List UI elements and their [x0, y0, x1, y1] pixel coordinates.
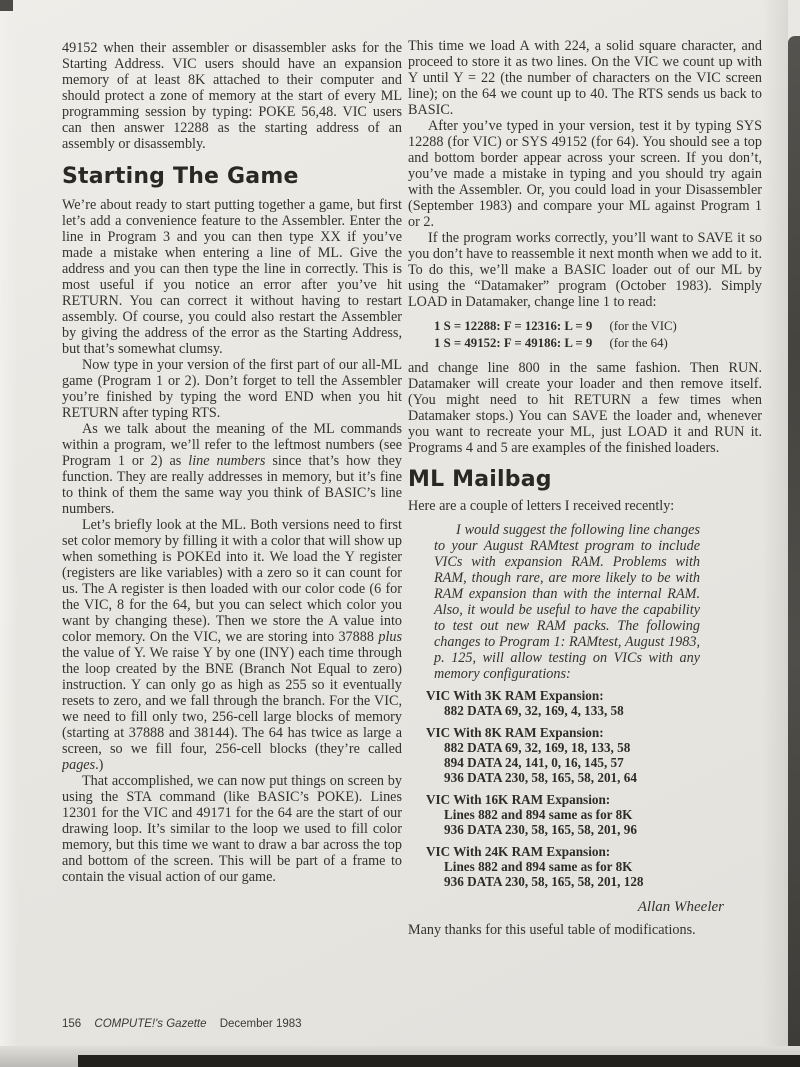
- letter-signature: Allan Wheeler: [637, 899, 724, 915]
- loader-code-64: 1 S = 49152: F = 49186: L = 9: [434, 336, 593, 350]
- loader-line-vic: [434, 318, 762, 335]
- paragraph-ml-part2: the value of Y. We raise Y by one (INY) each time through the loop created by the BNE (Branch Not Equal to zero) instruction. Y can only go as high as 255 so it eventually resets to zero, and we fall through the branch. For the VIC, we need to fill only two, 256-cell large blocks of memory (starting at 37888 and 38144). The 64 has twice as large a screen, so we fill four, 256-cell blocks (they’re called: [62, 645, 402, 757]
- italic-line-numbers: line numbers: [188, 453, 266, 469]
- ram-group-16k-title: VIC With 16K RAM Expansion:: [426, 792, 611, 807]
- scan-right-crease-shadow: [762, 0, 788, 1067]
- ram-group-16k-line: Lines 882 and 894 same as for 8K: [444, 807, 633, 822]
- ram-group-16k-line: 936 DATA 230, 58, 165, 58, 201, 96: [444, 822, 637, 837]
- italic-pages: pages: [62, 757, 96, 773]
- left-column: [62, 40, 402, 1020]
- page-number: 156: [62, 1018, 82, 1030]
- section-heading-starting-the-game: Starting The Game: [62, 164, 299, 189]
- ram-group-3k-line: 882 DATA 69, 32, 169, 4, 133, 58: [444, 703, 624, 718]
- paragraph-sta-command: That accomplished, we can now put things on screen by using the STA command (like BASIC’s POKE). Lines 12301 for the VIC and 49171 for the 64 are the start of our drawing loop. It’s similar to the loop we used to fill color memory, but this time we want to draw a bar across the top and bottom of the screen. This will be part of a frame to contain the visual action of our game.: [62, 773, 402, 885]
- ram-expansion-listing: [426, 688, 762, 889]
- reader-letter-body: changes to your August RAMtest program to include VICs with expansion RAM. Problems with RAM, though rare, are more likely to be with RAM expansion than with the internal RAM. Also, it would be useful to have the capability to test out new RAM packs. The following changes to Program 1: RAMtest, August 1983, p. 125, will allow testing on VICs with any memory configurations:: [434, 522, 700, 682]
- datamaker-loader-lines: [434, 318, 762, 352]
- paragraph-convenience-feature: We’re about ready to start putting together a game, but first let’s add a convenience feature to the Assembler. Enter the line in Program 3 and you can then type XX if you’ve made a mistake when entering a line of ML. Give the address and you can then type the line in correctly. This is most useful if you notice an error after you’ve hit RETURN. You can correct it without having to restart assembly. Of course, you could also restart the Assembler by giving the address of the error as the Starting Address, but that’s somewhat clumsy.: [62, 197, 402, 357]
- paragraph-mailbag-intro: Here are a couple of letters I received recently:: [408, 498, 675, 514]
- paragraph-line-numbers: [62, 421, 402, 517]
- ram-group-24k-title: VIC With 24K RAM Expansion:: [426, 844, 611, 859]
- scan-left-edge-highlight: [0, 0, 18, 1067]
- scan-corner-mark: [0, 0, 13, 11]
- paragraph-ml-part3: .): [95, 757, 104, 773]
- magazine-name: COMPUTE!'s Gazette: [94, 1018, 207, 1030]
- ram-group-8k-title: VIC With 8K RAM Expansion:: [426, 725, 604, 740]
- paragraph-ml-part1: Let’s briefly look at the ML. Both versions need to first set color memory by filling it with a color that will show up when something is POKEd into it. We load the Y register (registers are like variables) with a zero so it can count for us. The A register is then loaded with our color code (6 for the VIC, 8 for the 64, but you can select which color you want by changing these). Then we store the A value into color memory. On the VIC, we are storing into 37888: [62, 517, 402, 645]
- section-heading-ml-mailbag: ML Mailbag: [408, 467, 552, 492]
- page-footer: [62, 1018, 302, 1030]
- ram-group-8k-line: 882 DATA 69, 32, 169, 18, 133, 58: [444, 740, 631, 755]
- paragraph-starting-address: 49152 when their assembler or disassembler asks for the Starting Address. VIC users should have an expansion memory of at least 8K attached to their computer and should protect a zone of memory at the start of every ML programming session by typing: POKE 56,48. VIC users can then answer 12288 as the starting address of an assembly or disassembly.: [62, 40, 402, 152]
- paragraph-save-loader: If the program works correctly, you’ll want to SAVE it so you don’t have to reassemble it next month when we add to it. To do this, we’ll make a BASIC loader out of our ML by using the “Datamaker” program (October 1983). Simply LOAD in Datamaker, change line 1 to read:: [408, 230, 762, 310]
- paragraph-test-version: After you’ve typed in your version, test it by typing SYS 12288 (for VIC) or SYS 49152 (for 64). You should see a top and bottom border appear across your screen. If you don’t, you’ve made a mistake in typing and you should try again with the Assembler. Or, you could load in your Disassembler (September 1983) and compare your ML against Program 1 or 2.: [408, 118, 762, 230]
- loader-note-vic: (for the VIC): [609, 319, 677, 333]
- ram-group-3k: [426, 688, 762, 718]
- loader-note-64: (for the 64): [609, 336, 668, 350]
- ram-group-8k-line: 894 DATA 24, 141, 0, 16, 145, 57: [444, 755, 624, 770]
- ram-group-8k-line: 936 DATA 230, 58, 165, 58, 201, 64: [444, 770, 637, 785]
- paragraph-ml-walkthrough: [62, 517, 402, 773]
- reader-letter: [434, 522, 700, 682]
- ram-group-8k: [426, 725, 762, 785]
- ram-group-16k: [426, 792, 762, 837]
- right-column: [408, 38, 762, 1038]
- paragraph-run-datamaker: and change line 800 in the same fashion. Then RUN. Datamaker will create your loader and then remove itself. (You might need to hit RETURN a few times when Datamaker stops.) You can SAVE the loader and, whenever you want to recreate your ML, just LOAD it and RUN it. Programs 4 and 5 are examples of the finished loaders.: [408, 360, 762, 456]
- scan-right-edge-strip: [788, 36, 800, 1067]
- ram-group-24k: [426, 844, 762, 889]
- scan-bottom-edge-bar: [78, 1055, 800, 1067]
- loader-code-vic: 1 S = 12288: F = 12316: L = 9: [434, 319, 593, 333]
- paragraph-line-numbers-after: since that’s how they function. They are really addresses in memory, but it’s fine to think of them the same way you think of BASIC’s line numbers.: [62, 453, 402, 517]
- paragraph-line-numbers-before: As we talk about the meaning of the ML commands within a program, we’ll refer to the leftmost numbers (see Program 1 or 2) as: [62, 421, 402, 469]
- ram-group-24k-line: 936 DATA 230, 58, 165, 58, 201, 128: [444, 874, 644, 889]
- issue-date: December 1983: [219, 1018, 302, 1030]
- paragraph-solid-square: This time we load A with 224, a solid square character, and proceed to store it as two lines. On the VIC we count up with Y until Y = 22 (the number of characters on the VIC screen line); on the 64 we count up to 40. The RTS sends us back to BASIC.: [408, 38, 762, 118]
- ram-group-24k-line: Lines 882 and 894 same as for 8K: [444, 859, 633, 874]
- italic-plus: plus: [378, 629, 402, 645]
- paragraph-now-type: Now type in your version of the first part of our all-ML game (Program 1 or 2). Don’t forget to tell the Assembler you’re finished by typing the word END when you hit RETURN after typing RTS.: [62, 357, 402, 421]
- paragraph-closing-thanks: Many thanks for this useful table of modifications.: [408, 922, 696, 938]
- loader-line-64: [434, 335, 762, 352]
- reader-letter-first-line: I would suggest the following line: [456, 522, 654, 538]
- ram-group-3k-title: VIC With 3K RAM Expansion:: [426, 688, 604, 703]
